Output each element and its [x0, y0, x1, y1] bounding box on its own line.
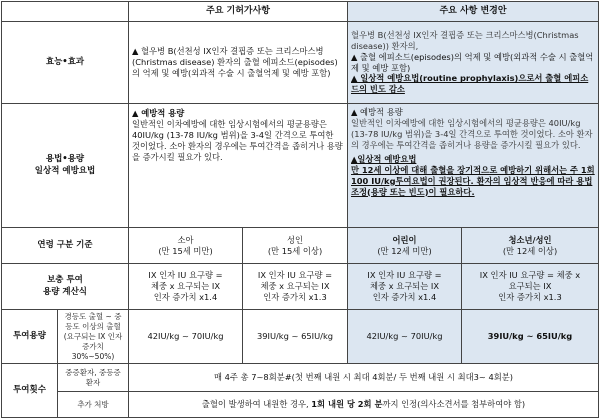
efficacy-change-intro: 혈우병 B(선천성 IX인자 결핍증 또는 크리스마스병(Christmas disease)) 환자의, [351, 29, 579, 51]
formula-label-line2: 용량 계산식 [42, 286, 87, 297]
formula-teen-c: 인자 증가치 x1.3 [498, 291, 562, 302]
formula-teen-b: 요구되는 IX [508, 281, 552, 292]
reimbursement-comparison-table [1, 1, 598, 417]
formula-teen-a: IX 인자 IU 요구량 = 체중 x [479, 270, 581, 281]
dose-sub: 경등도 출혈 ~ 중등도 이상의 출혈 (요구되는 IX 인자 증가치 30%~50%) [58, 310, 129, 364]
dosage-change-body: 일반적인 이차예방에 대한 임상시험에서의 평균용량은 40IU/kg (13-78 IU/kg 범위)을 3-4일 간격으로 투여한 것이었다. 소아 환자의 경우에는 투여간격을 좁히거나 용량을 증가시킬 필요가 있다. [351, 117, 593, 150]
age-teen-range: (만 12세 이상) [502, 245, 558, 256]
efficacy-current [129, 22, 348, 104]
dosage-change-new-title: ▲일상적 예방요법 [351, 153, 417, 164]
frequency-row2-bold: 1회 내원 당 2회 분 [311, 399, 383, 410]
formula-child-c: 인자 증가치 x1.4 [153, 291, 218, 302]
frequency-sub1: 중증환자, 중등증 환자 [58, 364, 129, 392]
formula-kid-a: IX 인자 IU 요구량 = [367, 270, 442, 281]
age-adult-title: 성인 [286, 234, 304, 245]
frequency-sub2: 추가 처방 [58, 392, 129, 418]
dose-label: 투여용량 [2, 310, 58, 364]
dosage-change-title: ▲ 예방적 용량 [351, 107, 403, 117]
formula-label-line1: 보충 투여 [47, 275, 83, 286]
age-adult [243, 228, 348, 264]
age-teen [462, 228, 599, 264]
age-label: 연령 구분 기준 [2, 228, 129, 264]
dosage-label-line1: 용법•용량 [45, 154, 85, 165]
formula-child [129, 264, 243, 310]
age-kid [348, 228, 462, 264]
dose-adult: 39IU/kg ~ 65IU/kg [243, 310, 348, 364]
formula-adult [243, 264, 348, 310]
dose-kid: 42IU/kg ~ 70IU/kg [348, 310, 462, 364]
formula-kid [348, 264, 462, 310]
dosage-label-line2: 일상적 예방요법 [34, 165, 96, 176]
formula-adult-a: IX 인자 IU 요구량 = [257, 270, 333, 281]
formula-teen [462, 264, 599, 310]
age-adult-range: (만 15세 이상) [267, 245, 323, 256]
efficacy-change [348, 22, 599, 104]
dosage-current [129, 104, 348, 228]
efficacy-current-text: ▲ 혈우병 B(선천성 IX인자 결핍증 또는 크리스마스병(Christmas disease) 환자의 출혈 에피소드(episodes)의 억제 및 예방(외과적 수술 시 출혈억제 및 예방 포함) [132, 46, 338, 78]
formula-kid-c: 인자 증가치 x1.4 [372, 291, 437, 302]
frequency-row2-pre: 출혈이 발생하여 내원한 경우, [201, 399, 312, 410]
formula-child-a: IX 인자 IU 요구량 = [148, 270, 223, 281]
formula-kid-b: 체중 x 요구되는 IX [369, 281, 440, 292]
dose-child: 42IU/kg ~ 70IU/kg [129, 310, 243, 364]
formula-adult-b: 체중 x 요구되는 IX [260, 281, 330, 292]
formula-adult-c: 인자 증가치 x1.3 [263, 291, 327, 302]
frequency-label: 투여횟수 [2, 364, 58, 418]
formula-child-b: 체중 x 요구되는 IX [150, 281, 221, 292]
formula-label [2, 264, 129, 310]
header-blank [2, 2, 129, 22]
dosage-change [348, 104, 599, 228]
frequency-row2-post: 까지 인정(의사소견서를 첨부하여야 함) [382, 399, 526, 410]
frequency-row2 [129, 392, 599, 418]
efficacy-label: 효능•효과 [2, 22, 129, 104]
age-child-range: (만 15세 미만) [158, 245, 213, 256]
dose-teen: 39IU/kg ~ 65IU/kg [462, 310, 599, 364]
header-current: 주요 기허가사항 [129, 2, 348, 22]
age-kid-title: 어린이 [392, 234, 417, 245]
dosage-current-title: ▲ 예방적 용량 [132, 108, 185, 118]
header-change: 주요 사항 변경안 [348, 2, 599, 22]
frequency-row1-text: 매 4주 총 7~8회분#(첫 번째 내원 시 최대 4회분/ 두 번째 내원 시 최대3~ 4회분) [129, 364, 599, 392]
age-child-title: 소아 [177, 234, 194, 245]
age-child [129, 228, 243, 264]
efficacy-change-item2: ▲ 일상적 예방요법(routine prophylaxis)으로서 출혈 에피소드의 빈도 감소 [351, 73, 589, 95]
dosage-label [2, 104, 129, 228]
dosage-current-body: 일반적인 이차예방에 대한 임상시험에서의 평균용량은 40IU/kg (13-78 IU/kg 범위)을 3-4일 간격으로 투여한 것이었다. 소아 환자의 경우에는 투여간격을 좁히거나 용량을 증가시킬 필요가 있다. [132, 118, 343, 162]
age-teen-title: 청소년/성인 [508, 234, 552, 245]
age-kid-range: (만 12세 미만) [377, 245, 432, 256]
efficacy-change-item1: ▲ 출혈 에피소드(episodes)의 억제 및 예방(외과적 수술 시 출혈억제 및 예방 포함) [351, 51, 594, 73]
dosage-change-new-body: 만 12세 이상에 대해 출혈을 장기적으로 예방하기 위해서는 주 1회 100 IU/kg투여요법이 권장된다. 환자의 임상적 반응에 따라 용법 조정(용량 또는 빈도)이 필요하다. [351, 164, 595, 197]
